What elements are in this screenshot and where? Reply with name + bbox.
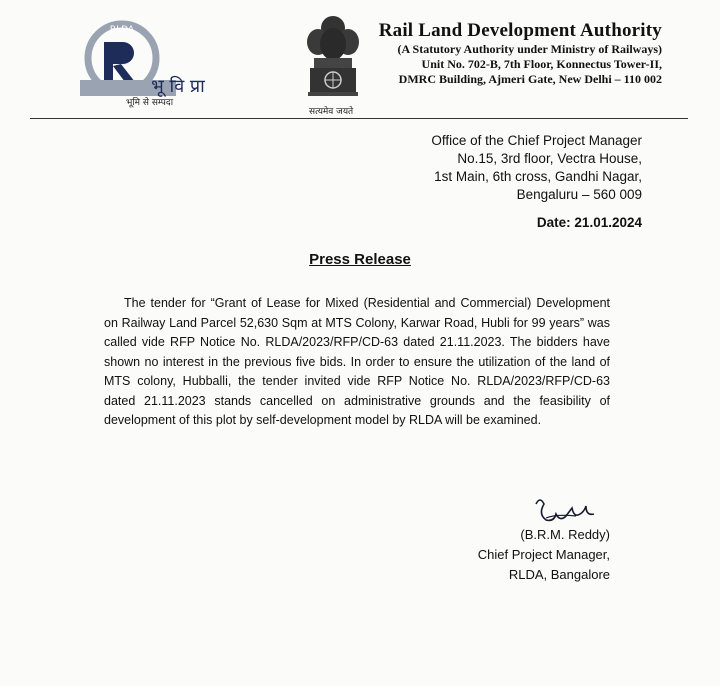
organisation-name: Rail Land Development Authority — [378, 20, 662, 41]
document-date: Date: 21.01.2024 — [536, 215, 642, 230]
address-line-1: Unit No. 702-B, 7th Floor, Konnectus Tower-II, — [421, 57, 662, 71]
signature-block — [478, 525, 610, 585]
svg-text:RLDA: RLDA — [109, 25, 135, 35]
logo-tagline: भूमि से सम्पदा — [126, 98, 174, 108]
signatory-designation: Chief Project Manager, — [477, 547, 610, 562]
signatory-office: RLDA, Bangalore — [508, 567, 610, 582]
organisation-header — [379, 20, 662, 87]
document-heading: Press Release — [309, 251, 411, 268]
svg-text:भू वि प्रा: भू वि प्रा — [151, 76, 205, 97]
header-divider — [30, 118, 688, 119]
signatory-name: (B.R.M. Reddy) — [520, 527, 610, 542]
address-line-2: DMRC Building, Ajmeri Gate, New Delhi – 110 002 — [398, 72, 662, 86]
national-emblem — [300, 10, 366, 106]
office-line-2: No.15, 3rd floor, Vectra House, — [457, 151, 642, 166]
organisation-subtitle: (A Statutory Authority under Ministry of Railways) — [397, 42, 662, 56]
emblem-motto: सत्यमेव जयते — [309, 107, 354, 117]
office-address — [431, 132, 642, 204]
office-line-3: 1st Main, 6th cross, Gandhi Nagar, — [434, 169, 642, 184]
body-paragraph: The tender for “Grant of Lease for Mixed (Residential and Commercial) Development on Railway Land Parcel 52,630 Sqm at MTS Colony, Karwar Road, Hubli for 99 years” was called vide RFP Notice No. RLDA/2023/RFP/CD-63 dated 21.11.2023. The bidders have shown no interest in the previous five bids. In order to ensure the utilization of the land of MTS colony, Hubballi, the tender invited vide RFP Notice No. RLDA/2023/RFP/CD-63 dated 21.11.2023 stands cancelled on administrative grounds and the feasibility of development of this plot by self-development model by RLDA will be examined. — [104, 296, 610, 427]
office-line-4: Bengaluru – 560 009 — [516, 187, 642, 202]
office-line-1: Office of the Chief Project Manager — [431, 133, 642, 148]
